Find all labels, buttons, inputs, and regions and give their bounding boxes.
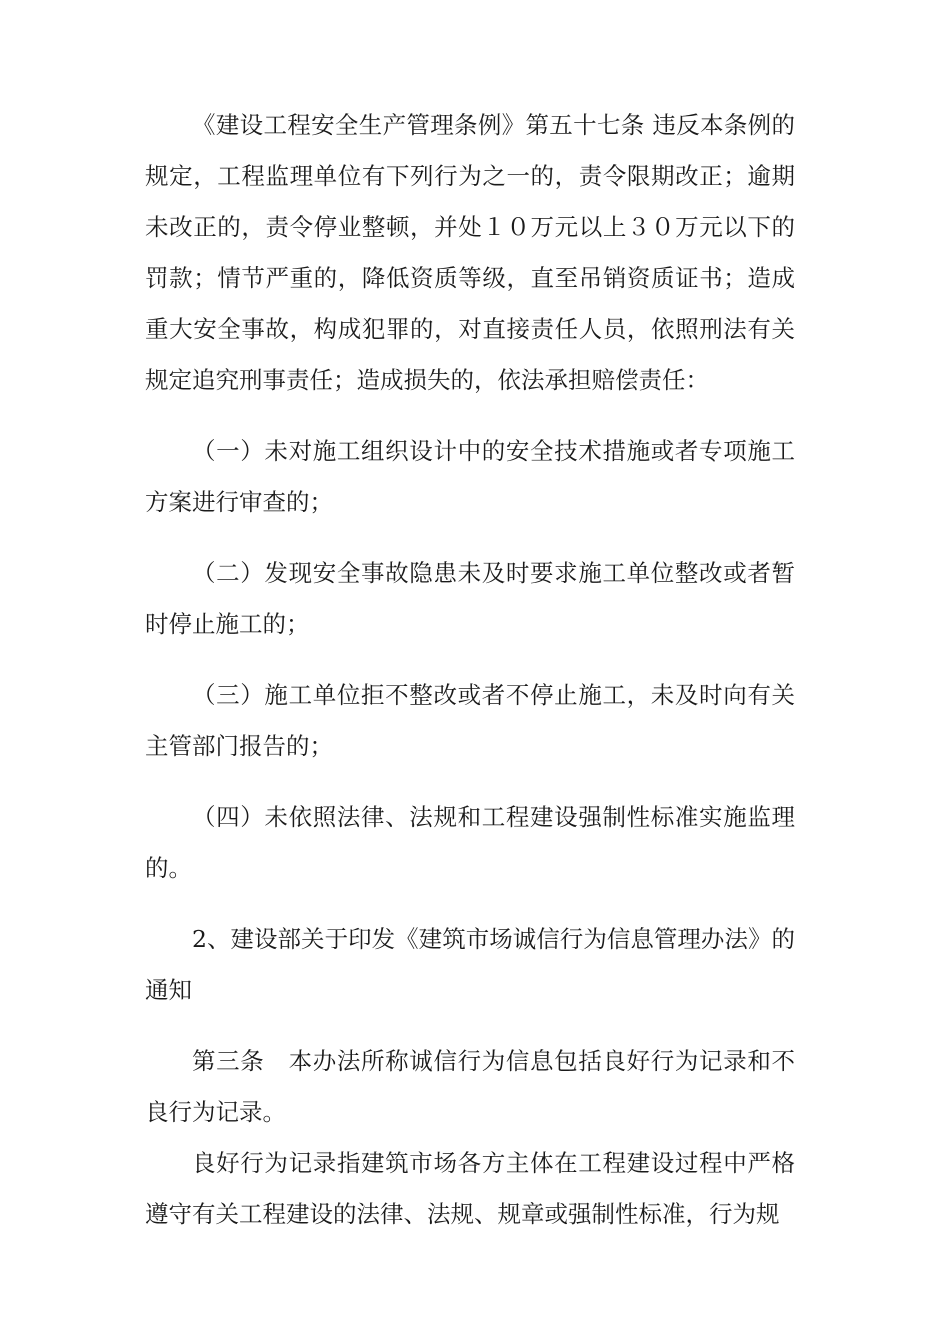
paragraph-notice-title: 2、建设部关于印发《建筑市场诚信行为信息管理办法》的通知: [145, 925, 795, 1004]
paragraph-item-4: （四）未依照法律、法规和工程建设强制性标准实施监理的。: [145, 803, 795, 882]
document-body: [145, 100, 795, 1240]
paragraph-item-2: （二）发现安全事故隐患未及时要求施工单位整改或者暂时停止施工的；: [145, 559, 795, 638]
paragraph-article-57: 《建设工程安全生产管理条例》第五十七条 违反本条例的规定，工程监理单位有下列行为之一的，责令限期改正；逾期未改正的，责令停业整顿，并处１０万元以上３０万元以下的罚款；情节严重的，降低资质等级，直至吊销资质证书；造成重大安全事故，构成犯罪的，对直接责任人员，依照刑法有关规定追究刑事责任；造成损失的，依法承担赔偿责任：: [145, 111, 795, 394]
paragraph-item-1: （一）未对施工组织设计中的安全技术措施或者专项施工方案进行审查的；: [145, 437, 795, 516]
paragraph-good-behavior: 良好行为记录指建筑市场各方主体在工程建设过程中严格遵守有关工程建设的法律、法规、规章或强制性标准，行为规: [145, 1149, 795, 1228]
paragraph-article-3: 第三条 本办法所称诚信行为信息包括良好行为记录和不良行为记录。: [145, 1047, 795, 1126]
paragraph-item-3: （三）施工单位拒不整改或者不停止施工，未及时向有关主管部门报告的；: [145, 681, 795, 760]
